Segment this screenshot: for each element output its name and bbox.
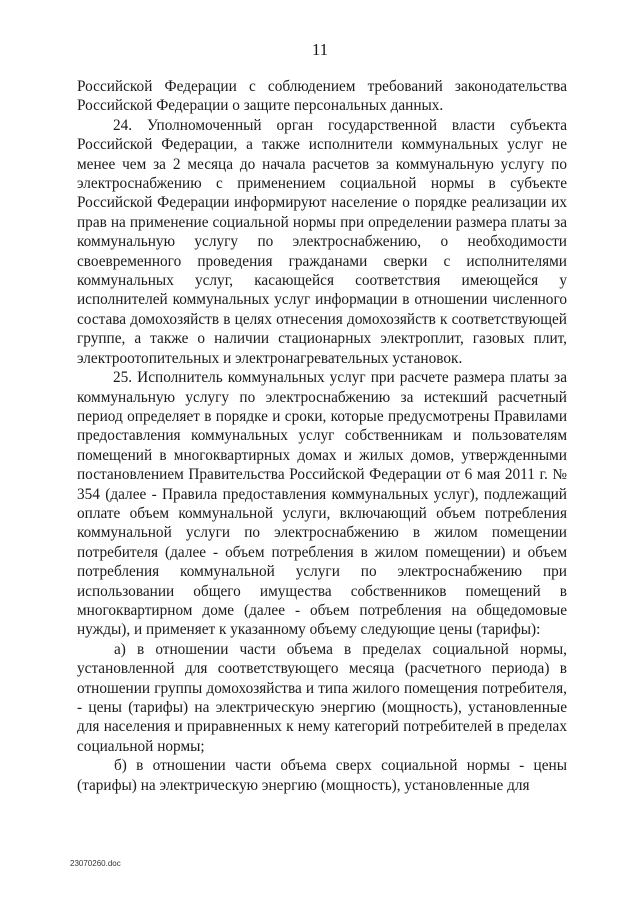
page-number: 11 xyxy=(311,40,329,59)
footer-filename: 23070260.doc xyxy=(70,859,121,868)
paragraph-25: 25. Исполнитель коммунальных услуг при расчете размера платы за коммунальную услугу по электроснабжению за истекший расчетный период определяет в порядке и сроки, которые предусмотрены Правилами предоставления коммунальных услуг собственникам и пользователям помещений в многоквартирных домах и жилых домов, утвержденными постановлением Правительства Российской Федерации от 6 мая 2011 г. № 354 (далее - Правила предоставления коммунальных услуг), подлежащий оплате объем коммунальной услуги, включающий объем потребления коммунальной услуги по электроснабжению в жилом помещении потребителя (далее - объем потребления в жилом помещении) и объем потребления коммунальной услуги по электроснабжению при использовании общего имущества собственников помещений в многоквартирном доме (далее - объем потребления на общедомовые нужды), и применяет к указанному объему следующие цены (тарифы): xyxy=(77,369,567,639)
subparagraph-a: а) в отношении части объема в пределах социальной нормы, установленной для соответствующего месяца (расчетного периода) в отношении группы домохозяйства и типа жилого помещения потребителя, - цены (тарифы) на электрическую энергию (мощность), установленные для населения и приравненных к нему категорий потребителей в пределах социальной нормы; xyxy=(77,640,567,755)
paragraph-24: 24. Уполномоченный орган государственной власти субъекта Российской Федерации, а также исполнители коммунальных услуг не менее чем за 2 месяца до начала расчетов за коммунальную услугу по электроснабжению с применением социальной нормы в субъекте Российской Федерации информируют население о порядке реализации их прав на применение социальной нормы при определении размера платы за коммунальную услугу по электроснабжению, о необходимости своевременного проведения гражданами сверки с исполнителями коммунальных услуг, касающейся соответствия имеющейся у исполнителей коммунальных услуг информации в отношении численного состава домохозяйств в целях отнесения домохозяйств к соответствующей группе, а также о наличии стационарных электроплит, газовых плит, электроотопительных и электронагревательных установок. xyxy=(77,116,567,367)
subparagraph-b: б) в отношении части объема сверх социальной нормы - цены (тарифы) на электрическую энергию (мощность), установленные для xyxy=(77,757,567,794)
paragraph-continuation: Российской Федерации с соблюдением требований законодательства Российской Федерации о защите персональных данных. xyxy=(77,78,567,115)
document-body xyxy=(77,77,567,795)
